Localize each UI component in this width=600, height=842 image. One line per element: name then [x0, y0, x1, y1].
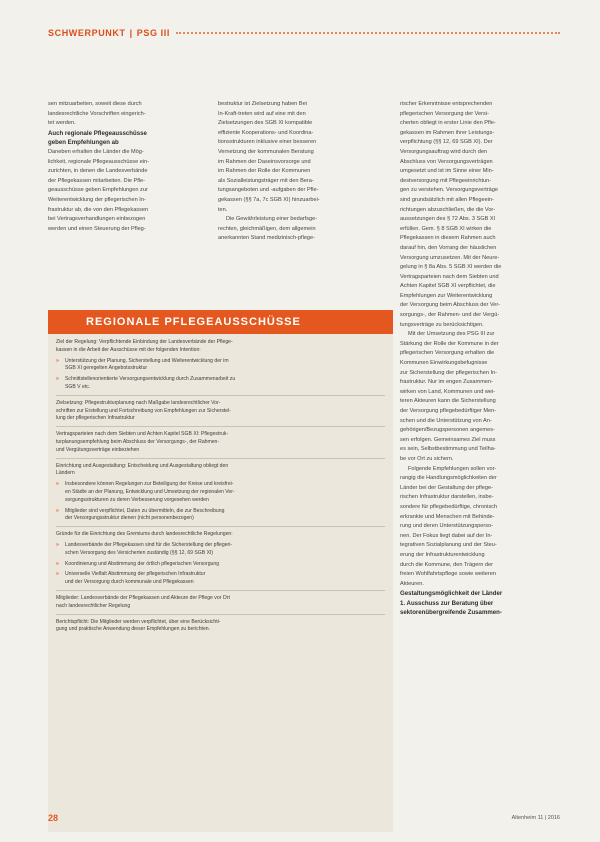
page-number: 28: [48, 813, 59, 823]
box-berichtspflicht: Berichtspflicht: Die Mitglieder werden verpflichtet, über eine Berücksichti- gung und praktische Anwendung dieser Empfehlungen zu berichten.: [56, 618, 221, 633]
bullet-icon: »: [56, 507, 59, 514]
info-box-body: [48, 334, 393, 634]
header-section: SCHWERPUNKT: [48, 28, 126, 38]
header-subsection: PSG III: [136, 28, 170, 38]
box-intro: Ziel der Regelung: Verpflichtende Einbindung der Landesverbände der Pflege- kassen in die Arbeit der Ausschüsse mit der folgenden Intention:: [56, 339, 233, 353]
info-box: [48, 310, 393, 832]
box-bullet-text: Insbesondere können Regelungen zur Beteiligung der Kreise und kreisfrei- en Städte an der Planung, Entwicklung und Umsetzung der regionalen Ver- sorgungsstrukturen zu deren Verbesserung vorgesehen werden: [65, 481, 235, 503]
box-bullet: [56, 481, 385, 504]
bullet-icon: »: [56, 481, 59, 488]
journal-issue: Altenheim 11 | 2016: [511, 815, 560, 821]
box-bullet-text: Mitglieder sind verpflichtet, Daten zu übermitteln, die zur Beschreibung der Versorgungsstruktur dienen (nicht personenbezogen): [65, 507, 225, 522]
column-2: [218, 100, 368, 244]
box-bullet-text: Landesverbände der Pflegekassen sind für die Sicherstellung der pflegeri- schen Versorgung des Versicherten zuständig (§§ 12, 69 SGB XI): [65, 541, 233, 556]
bullet-icon: »: [56, 541, 59, 548]
header-separator: |: [129, 28, 133, 38]
header-dotted-rule: [176, 32, 560, 34]
box-divider: [56, 426, 385, 427]
box-bullet: [56, 542, 385, 558]
col3-subheading: Gestaltungsmöglichkeit der Länder 1. Ausschuss zur Beratung über sektorenübergreifende Zusammen-: [400, 590, 503, 617]
bullet-icon: »: [56, 376, 59, 383]
box-bullet-text: Koordinierung und Abstimmung der örtlich pflegerischen Versorgung: [65, 560, 220, 567]
col1-paragraph-1: sen mitzuarbeiten, soweit diese durch landesrechtliche Vorschriften eingerich- tet werden.: [48, 101, 146, 127]
box-zielsetzung: Zielsetzung: Pflegestrukturplanung nach Maßgabe landesrechtlicher Vor- schriften zur Erstellung und Fortschreibung von Empfehlungen zur Sicherstel- lung der pflegerischen Infrastruktur: [56, 399, 231, 422]
box-gruende: Gründe für die Einrichtung des Gremiums durch landesrechtliche Regelungen:: [56, 531, 233, 538]
col3-paragraph-2: Mit der Umsetzung des PSG III zur Stärkung der Rolle der Kommune in der pflegerischen Versorgung erhalten die Kommunen Einwirkungsbefugnisse zur Sicherstellung der pflegerischen In- frastruktur. Nur im engen Zusammen- wirken von Land, Kommunen und wei- teren Akteuren kann die Sicherstellung der Versorgung pflegebedürftiger Men- schen und die Unterstützung von An- gehörigen/Bezugspersonen angemes- sen erfolgen. Gemeinsames Ziel muss es sein, Selbstbestimmung und Teilha- be vor Ort zu sichern.: [400, 331, 499, 462]
box-bullet-text: Unterstützung der Planung, Sicherstellung und Weiterentwicklung der im SGB XI geregelten Angebotsstruktur: [65, 357, 229, 372]
bullet-icon: »: [56, 357, 59, 364]
info-box-title: REGIONALE PFLEGEAUSSCHÜSSE: [48, 310, 393, 334]
box-divider: [56, 526, 385, 527]
col1-paragraph-2: Daneben erhalten die Länder die Mög- lichkeit, regionale Pflegeausschüsse ein- zurichten, in denen die Landesverbände der Pflegekassen mitarbeiten. Die Pfle- geausschüsse geben Empfehlungen zur Weiterentwicklung der pflegerischen In- frastruktur ab, die von den Pflegekassen bei Vertragsverhandlungen einbezogen werden und einen Steuerung der Pfleg-: [48, 148, 150, 232]
box-divider: [56, 614, 385, 615]
col1-subheading: Auch regionale Pflegeausschüsse geben Empfehlungen ab: [48, 129, 147, 147]
box-bullet-text: Schnittstellenorientierte Versorgungsentwicklung durch Zusammenarbeit zu SGB V etc.: [65, 376, 236, 390]
box-bullet-text: Universelle Vielfalt Abstimmung der pflegerischen Infrastruktur und der Versorgung durch kommunale und Pflegekassen: [65, 571, 206, 586]
col3-paragraph-1: rischer Erkenntnisse entsprechenden pflegerischen Versorgung der Versi- cherten obliegt in erster Linie den Pfle- gekassen im Rahmen ihrer Leistungs- verpflichtung (§§ 12, 69 SGB XI). Der Versorgungsauftrag wird durch den Abschluss von Versorgungsverträgen umgesetzt und ist im Sinne einer Min- destversorgung mit Pflegeeinrichtun- gen zu verstehen. Versorgungsverträge sind grundsätzlich mit allen Pflegeein- richtungen abzuschließen, die die Vor- aussetzungen des § 72 Abs. 3 SGB XI erfüllen. Gem. § 8 SGB XI wirken die Pflegekassen in diesem Rahmen auch darauf hin, den Vorrang der häuslichen Versorgung umzusetzen. Mit der Neure- gelung in § 8a Abs. 5 SGB XI werden die Vertragsparteien nach dem Siebten und Achten Kapitel SGB XI verpflichtet, die Empfehlungen zur Weiterentwicklung der Versorgung beim Abschluss der Ver- sorgungs-, der Rahmen- und der Vergü- tungsverträge zu berücksichtigen.: [400, 101, 502, 328]
box-bullet: [56, 508, 385, 524]
page-footer: [48, 812, 560, 824]
box-mitglieder: Mitglieder: Landesverbände der Pflegekassen und Akteure der Pflege vor Ort nach landesrechtlicher Regelung: [56, 594, 230, 609]
box-einrichtung: Einrichtung und Ausgestaltung: Entscheidung und Ausgestaltung obliegt den Ländern: [56, 462, 229, 477]
box-vertragsparteien: Vertragsparteien nach dem Siebten und Achten Kapitel SGB XI: Pflegestruk- turplanungsempfehlung beim Abschluss der Versorgungs-, der Rahmen- und Vergütungsverträge einbeziehen: [56, 431, 229, 453]
box-bullet: [56, 571, 385, 587]
box-bullet: [56, 358, 385, 374]
bullet-icon: »: [56, 560, 59, 567]
col2-paragraph-1: bestruktur ist Zielsetzung haben Bei In-Kraft-treten wird auf eine mit den Zielsetzungen des SGB XI kompatible effiziente Kooperations- und Koordina- tionsstrukturen inklusive einer besseren Vernetzung der kommunalen Beratung im Rahmen der Daseinsvorsorge und im Rahmen der Rolle der Kommunen als Sozialleistungsträger mit den Bera- tungsangeboten und -aufgaben der Pfle- gekassen (§§ 7a, 7c SGB XI) hinzuarbei- ten.: [218, 101, 320, 213]
box-bullet: [56, 561, 385, 569]
col2-paragraph-2: Die Gewährleistung einer bedarfsge- rechten, gleichmäßigen, dem allgemein anerkannten Stand medizinisch-pflege-: [218, 216, 318, 242]
box-bullet: [56, 376, 385, 392]
box-divider: [56, 458, 385, 459]
bullet-icon: »: [56, 571, 59, 578]
column-1: [48, 100, 206, 234]
col3-paragraph-3: Folgende Empfehlungen sollen vor- rangig die Handlungsmöglichkeiten der Länder bei der Gestaltung der pflege- rischen Infrastruktur darstellen, insbe- sondere für pflegebedürftige, chronisch erkrankte und Menschen mit Behinde- rung und deren Unterstützungsperso- nen. Der Fokus liegt dabei auf der In- tegrativen Sozialplanung und der Steu- erung der Infrastrukturentwicklung durch die Kommune, den Trägern der freien Wohlfahrtspflege sowie weiteren Akteuren.: [400, 465, 498, 587]
box-divider: [56, 395, 385, 396]
box-divider: [56, 590, 385, 591]
column-3: [400, 100, 554, 618]
page-header: [48, 26, 560, 40]
